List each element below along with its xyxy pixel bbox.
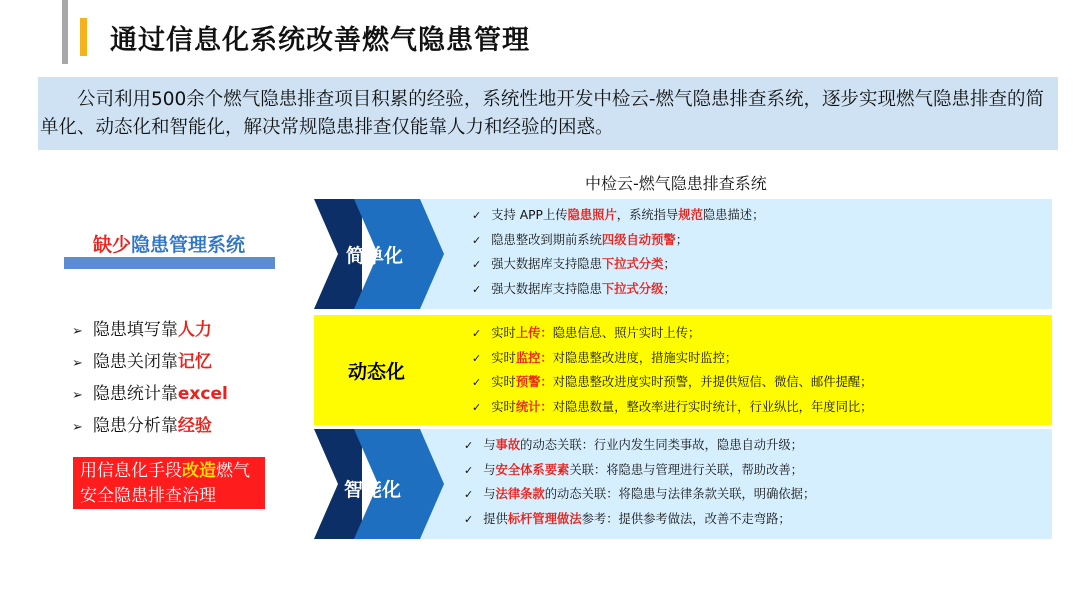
panel-item: ✓ 强大数据库支持隐患下拉式分级；	[472, 281, 676, 296]
check-icon: ✓	[464, 512, 474, 526]
panel-item: ✓ 与法律条款的动态关联：将隐患与法律条款关联，明确依据；	[464, 487, 816, 501]
lack-underline	[64, 257, 275, 269]
arrow-right-icon: ➢	[72, 324, 83, 339]
panel-smart-items	[464, 433, 815, 531]
check-icon: ✓	[472, 209, 482, 222]
bullet-item: ➢ 隐患统计靠excel	[72, 384, 228, 404]
intro-text: 公司利用500余个燃气隐患排查项目积累的经验，系统性地开发中检云-燃气隐患排查系统，逐步实现燃气隐患排查的简单化、动态化和智能化，解决常规隐患排查仅能靠人力和经验的困惑。	[40, 89, 1044, 138]
check-icon: ✓	[472, 327, 482, 340]
check-icon: ✓	[472, 282, 482, 296]
check-icon: ✓	[464, 463, 474, 477]
arrow-right-icon: ➢	[72, 388, 83, 403]
panel-item: ✓ 实时监控：对隐患整改进度，措施实时监控；	[472, 350, 738, 365]
panel-smart	[314, 427, 1052, 541]
lack-heading	[64, 230, 274, 257]
panel-simple-label: 简单化	[346, 245, 404, 267]
check-icon: ✓	[472, 400, 482, 414]
panel-item: ✓ 实时上传：隐患信息、照片实时上传；	[472, 326, 701, 340]
bullet-item: ➢ 隐患填写靠人力	[72, 320, 212, 340]
bullet-item: ➢ 隐患分析靠经验	[72, 416, 212, 436]
check-icon: ✓	[464, 488, 474, 501]
lack-prefix: 缺少	[92, 234, 131, 256]
panel-simple-items	[472, 203, 764, 301]
panel-item: ✓ 强大数据库支持隐患下拉式分类；	[472, 257, 676, 271]
check-icon: ✓	[472, 258, 482, 271]
panel-simple	[314, 197, 1052, 311]
check-icon: ✓	[464, 439, 474, 452]
check-icon: ✓	[472, 351, 482, 365]
panel-dynamic-items	[472, 321, 872, 419]
panel-item: ✓ 提供标杆管理做法参考：提供参考做法，改善不走弯路；	[464, 511, 791, 526]
title-accent-bar	[80, 18, 87, 56]
check-icon: ✓	[472, 376, 482, 389]
arrow-right-icon: ➢	[72, 420, 83, 435]
panel-item: ✓ 与安全体系要素关联：将隐患与管理进行关联，帮助改善；	[464, 462, 803, 477]
solution-text: 用信息化手段改造燃气安全隐患排查治理	[80, 461, 250, 506]
panel-item: ✓ 支持 APP上传隐患照片，系统指导规范隐患描述；	[472, 208, 765, 222]
panel-item: ✓ 实时预警：对隐患整改进度实时预警，并提供短信、微信、邮件提醒；	[472, 375, 873, 389]
arrow-right-icon: ➢	[72, 356, 83, 371]
panel-item: ✓ 实时统计：对隐患数量，整改率进行实时统计，行业纵比，年度同比；	[472, 399, 873, 414]
system-title: 中检云-燃气隐患排查系统	[585, 174, 767, 193]
panel-dynamic-label: 动态化	[348, 361, 406, 383]
panel-item: ✓ 与事故的动态关联：行业内发生同类事故，隐患自动升级；	[464, 438, 803, 452]
panel-dynamic	[314, 313, 1052, 427]
lack-suffix: 隐患管理系统	[131, 234, 246, 256]
bullet-item: ➢ 隐患关闭靠记忆	[72, 352, 212, 372]
page-title: 通过信息化系统改善燃气隐患管理	[110, 25, 530, 56]
check-icon: ✓	[472, 233, 482, 247]
panel-smart-label: 智能化	[344, 479, 402, 501]
title-divider	[62, 0, 68, 64]
panel-item: ✓ 隐患整改到期前系统四级自动预警；	[472, 232, 689, 247]
